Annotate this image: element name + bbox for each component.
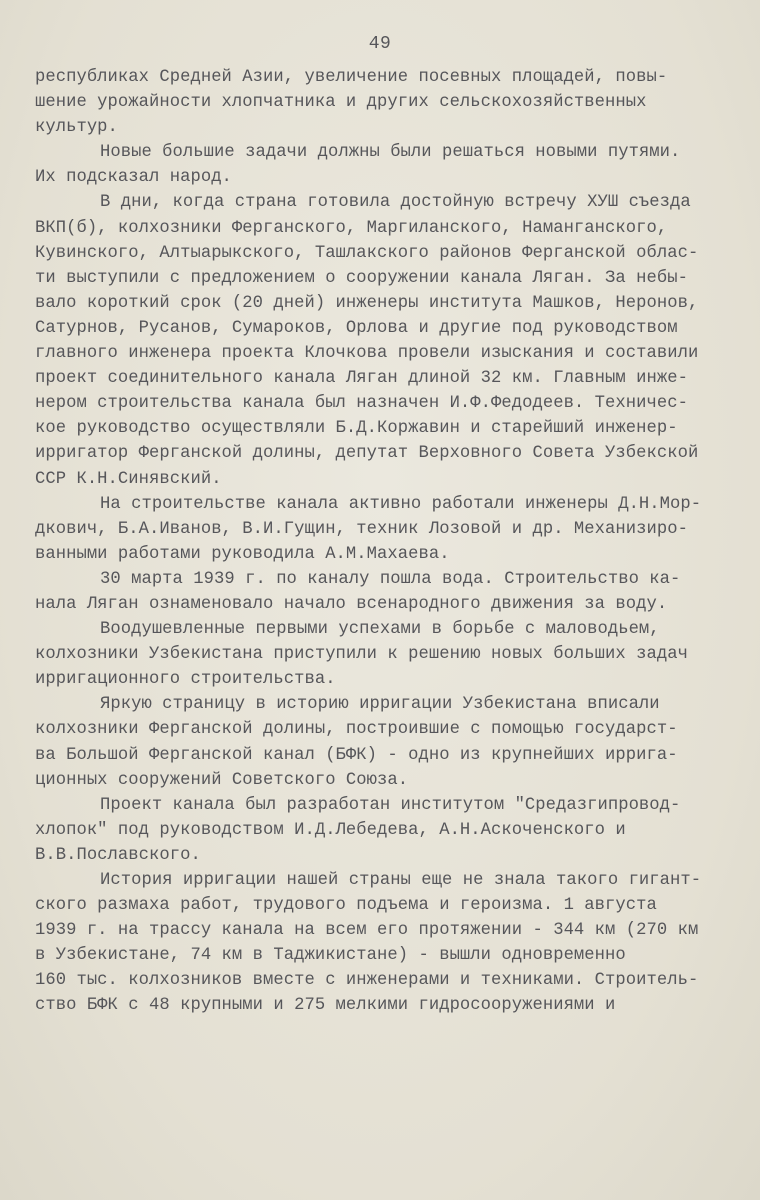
text-line: ССР К.Н.Синявский. (35, 469, 222, 489)
text-line: республиках Средней Азии, увеличение посевных площадей, повы- (35, 68, 668, 87)
text-line: дкович, Б.А.Иванов, В.И.Гущин, техник Лозовой и др. Механизиро- (35, 519, 688, 539)
text-line: ВКП(б), колхозники Ферганского, Маргиланского, Наманганского, (35, 218, 668, 238)
text-line: Их подсказал народ. (35, 168, 232, 188)
text-line: хлопок" под руководством И.Д.Лебедева, А.Н.Аскоченского и (35, 820, 626, 840)
text-line: нером строительства канала был назначен И.Ф.Федодеев. Техничес- (35, 394, 688, 414)
text-line: ского размаха работ, трудового подъема и героизма. 1 августа (35, 896, 657, 916)
text-line: главного инженера проекта Клочкова провели изыскания и составили (35, 344, 699, 364)
text-line: ирригатор Ферганской долины, депутат Верховного Совета Узбекской (35, 444, 699, 464)
text-line: кое руководство осуществляли Б.Д.Коржавин и старейший инженер- (35, 419, 678, 439)
paragraph-first-line: На строительстве канала активно работали инженеры Д.Н.Мор- (100, 494, 702, 514)
text-line: культур. (35, 118, 118, 138)
text-line: проект соединительного канала Ляган длиной 32 км. Главным инже- (35, 369, 688, 389)
text-line: шение урожайности хлопчатника и других сельскохозяйственных (35, 93, 647, 113)
text-line: ционных сооружений Советского Союза. (35, 770, 409, 790)
paragraph-first-line: Новые большие задачи должны были решаться новыми путями. (100, 143, 681, 163)
text-line: колхозники Ферганской долины, построившие с помощью государст- (35, 720, 678, 740)
text-line: В.В.Пославского. (35, 845, 201, 865)
text-line: Сатурнов, Русанов, Сумароков, Орлова и другие под руководством (35, 318, 678, 338)
typewritten-text-body (35, 65, 735, 1019)
text-line: ва Большой Ферганской канал (БФК) - одно из крупнейших ирригa- (35, 745, 678, 765)
text-line: Кувинского, Алтыарыкского, Ташлакского районов Ферганской облас- (35, 243, 699, 263)
paragraph-first-line: 30 марта 1939 г. по каналу пошла вода. Строительство ка- (100, 569, 681, 589)
text-line: нала Ляган ознаменовало начало всенародного движения за воду. (35, 594, 668, 614)
text-line: вало короткий срок (20 дней) инженеры института Машков, Неронов, (35, 293, 699, 313)
text-line: ство БФК с 48 крупными и 275 мелкими гидросооружениями и (35, 996, 616, 1016)
paragraph-first-line: История ирригации нашей страны еще не знала такого гигант- (100, 871, 702, 890)
text-line: 1939 г. на трассу канала на всем его протяжении - 344 км (270 км (35, 921, 699, 941)
text-line: в Узбекистане, 74 км в Таджикистане) - вышли одновременно (35, 946, 626, 966)
text-line: ирригационного строительства. (35, 670, 336, 690)
text-line: 160 тыс. колхозников вместе с инженерами и техниками. Строитель- (35, 971, 699, 991)
page-number: 49 (368, 34, 392, 54)
paragraph-first-line: В дни, когда страна готовила достойную встречу ХУШ съезда (100, 193, 691, 213)
text-line: колхозники Узбекистана приступили к решению новых больших задач (35, 645, 688, 665)
paragraph-first-line: Воодушевленные первыми успехами в борьбе с маловодьем, (100, 620, 660, 640)
paragraph-first-line: Яркую страницу в историю ирригации Узбекистана вписали (100, 695, 660, 715)
paragraph-first-line: Проект канала был разработан институтом "Средазгипровод- (100, 795, 681, 815)
text-line: ванными работами руководила А.М.Махаева. (35, 544, 450, 564)
text-line: ти выступили с предложением о сооружении канала Ляган. За небы- (35, 268, 688, 288)
